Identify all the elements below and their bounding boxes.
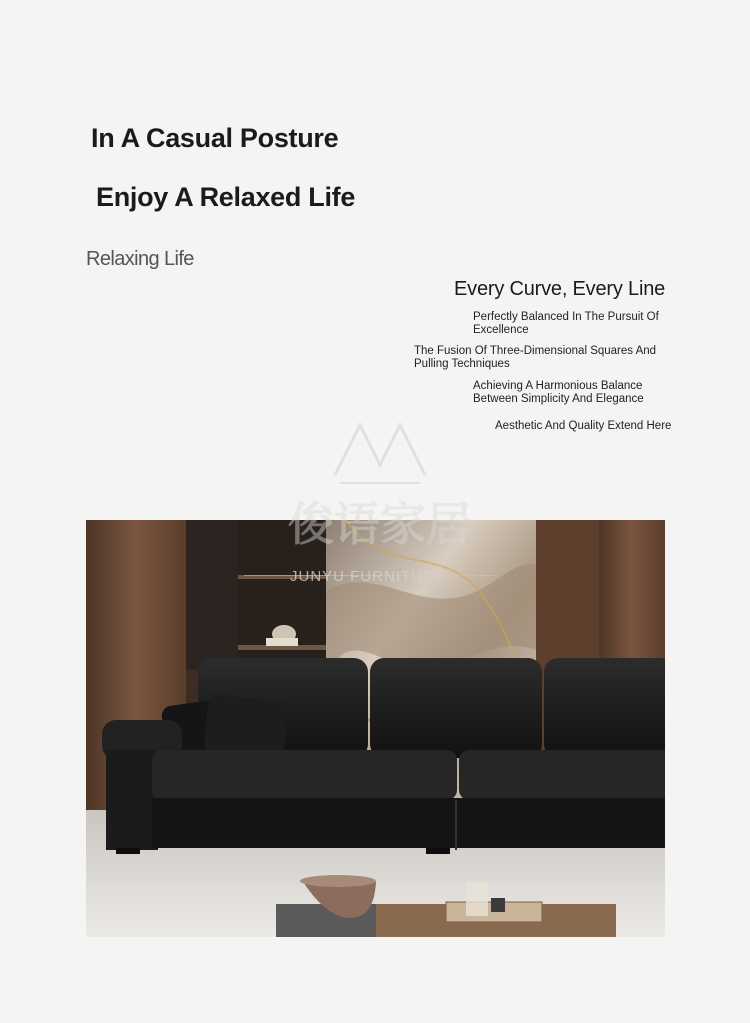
feature-item: Perfectly Balanced In The Pursuit Of Excellence (473, 311, 659, 336)
headline-line-1: In A Casual Posture (91, 123, 339, 153)
watermark-english: JUNYU FURNITURE (290, 568, 446, 585)
feature-item: Aesthetic And Quality Extend Here (495, 420, 672, 432)
feature-item: Achieving A Harmonious Balance Between Simplicity And Elegance (473, 380, 644, 405)
feature-item: The Fusion Of Three-Dimensional Squares And Pulling Techniques (414, 345, 657, 370)
subheading: Relaxing Life (86, 248, 194, 270)
headline-line-2: Enjoy A Relaxed Life (96, 182, 356, 212)
feature-title: Every Curve, Every Line (454, 278, 666, 300)
watermark-chinese: 俊语家居 (288, 497, 472, 551)
